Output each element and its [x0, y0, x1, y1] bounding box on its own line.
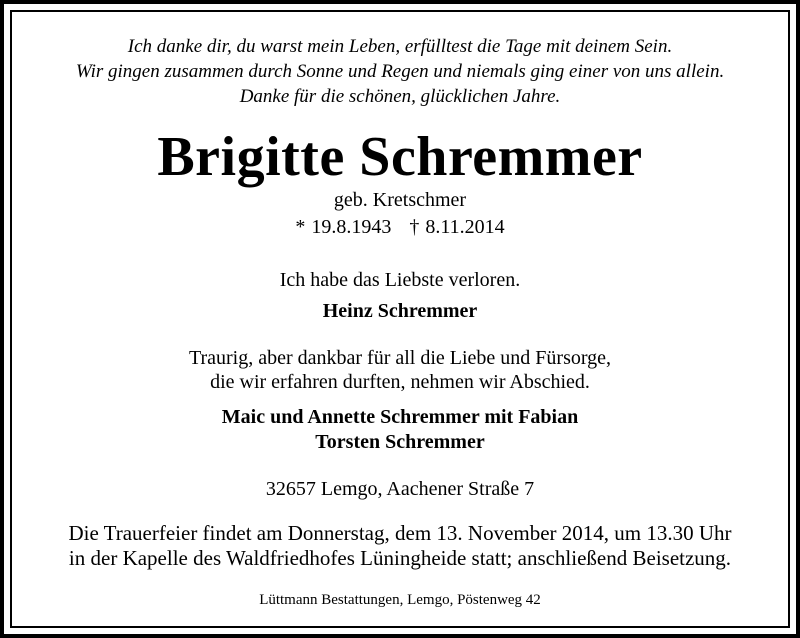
address: 32657 Lemgo, Aachener Straße 7	[265, 478, 535, 500]
maiden-name: geb. Kretschmer	[333, 189, 467, 211]
verse-line-1: Ich danke dir, du warst mein Leben, erfülltest die Tage mit deinem Sein.	[127, 36, 673, 57]
family-names-line-2: Torsten Schremmer	[315, 431, 485, 453]
undertaker-footer: Lüttmann Bestattungen, Lemgo, Pöstenweg 42	[259, 592, 541, 608]
family-message-line-2: die wir erfahren durften, nehmen wir Abschied.	[210, 371, 590, 393]
birth-date: * 19.8.1943	[295, 216, 392, 238]
funeral-info-line-1: Die Trauerfeier findet am Donnerstag, dem 13. November 2014, um 13.30 Uhr	[68, 521, 732, 545]
spouse-message: Ich habe das Liebste verloren.	[279, 269, 521, 291]
death-date: † 8.11.2014	[409, 216, 505, 238]
spouse-name: Heinz Schremmer	[322, 300, 478, 322]
verse-line-2: Wir gingen zusammen durch Sonne und Regen und niemals ging einer von uns allein.	[75, 61, 725, 82]
deceased-name: Brigitte Schremmer	[157, 126, 643, 188]
verse-line-3: Danke für die schönen, glücklichen Jahre.	[239, 86, 561, 107]
life-dates	[0, 215, 800, 239]
family-names-line-1: Maic und Annette Schremmer mit Fabian	[221, 406, 579, 428]
funeral-info-line-2: in der Kapelle des Waldfriedhofes Lüningheide statt; anschließend Beisetzung.	[68, 546, 732, 570]
family-message-line-1: Traurig, aber dankbar für all die Liebe und Fürsorge,	[188, 347, 612, 369]
